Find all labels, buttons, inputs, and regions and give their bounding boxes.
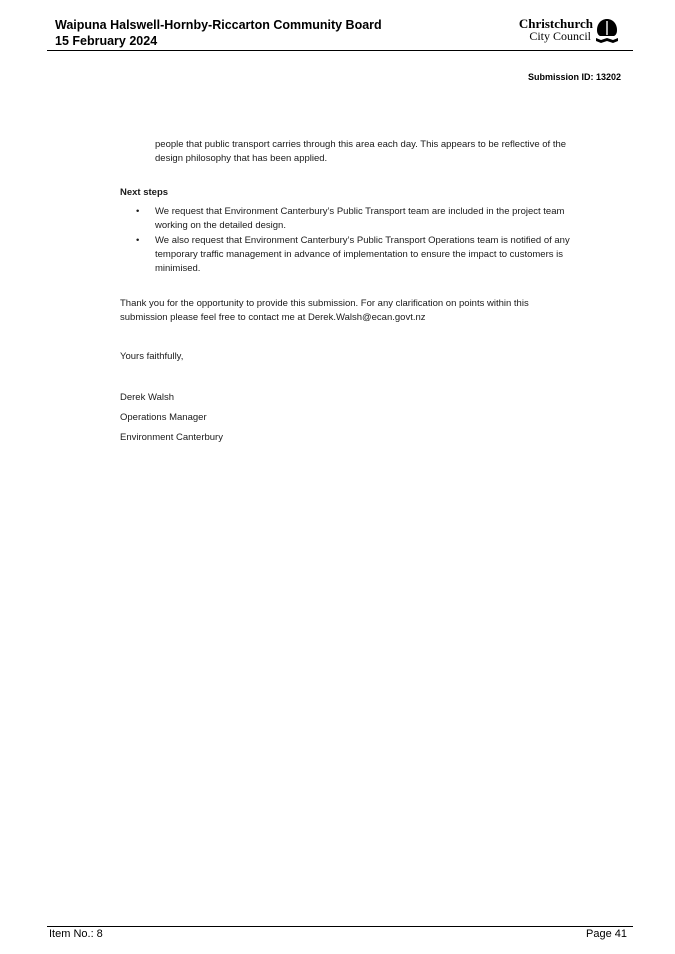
page-header <box>47 16 633 51</box>
meeting-date: 15 February 2024 <box>55 34 158 48</box>
signature-role: Operations Manager <box>120 412 207 423</box>
bullet-text: We also request that Environment Canterbury’s Public Transport Operations team is notified of any temporary traffic management in advance of implementation to ensure the impact to customers is minimised. <box>155 235 570 274</box>
logo-line-1: Christchurch <box>518 16 593 31</box>
bullet-icon: • <box>136 206 140 217</box>
signature-name: Derek Walsh <box>120 392 175 403</box>
council-logo <box>509 16 619 46</box>
cathedral-logo-icon <box>595 18 619 44</box>
page-footer <box>47 926 633 945</box>
logo-line-2: City Council <box>529 29 591 43</box>
page-number: Page 41 <box>586 928 627 940</box>
submission-id: Submission ID: 13202 <box>527 72 621 82</box>
bullet-text: We request that Environment Canterbury’s Public Transport team are included in the project team working on the detailed design. <box>155 206 565 231</box>
list-item <box>136 205 576 233</box>
next-steps-heading: Next steps <box>120 187 169 198</box>
board-title: Waipuna Halswell-Hornby-Riccarton Community Board <box>55 18 382 32</box>
signature-organisation: Environment Canterbury <box>120 432 223 443</box>
next-steps-list <box>136 205 576 277</box>
item-number: Item No.: 8 <box>49 928 103 940</box>
list-item <box>136 234 576 276</box>
bullet-icon: • <box>136 235 140 246</box>
continuation-paragraph: people that public transport carries through this area each day. This appears to be reflective of the design philosophy that has been applied. <box>155 139 567 164</box>
closing-line: Yours faithfully, <box>120 351 184 362</box>
thanks-paragraph: Thank you for the opportunity to provide this submission. For any clarification on points within this submission please feel free to contact me at Derek.Walsh@ecan.govt.nz <box>120 298 529 323</box>
